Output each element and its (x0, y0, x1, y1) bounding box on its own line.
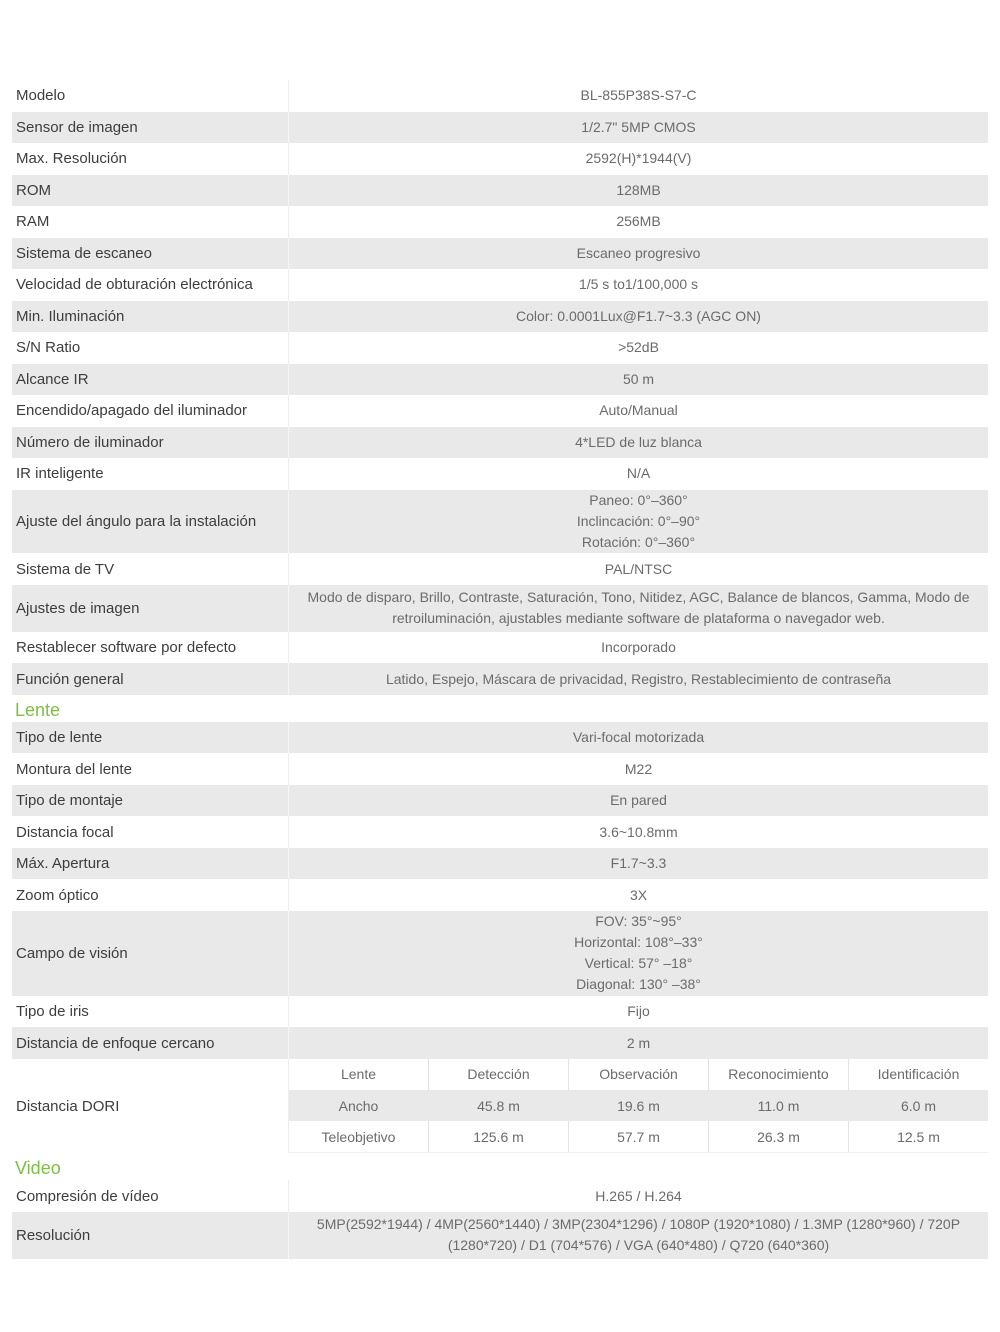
spec-value: 50 m (622, 370, 655, 387)
spec-label: Ajuste del ángulo para la instalación (12, 490, 289, 554)
spec-value: 3.6~10.8mm (599, 823, 678, 840)
spec-row (12, 785, 988, 817)
spec-value (289, 911, 988, 996)
dori-data-row (289, 1121, 988, 1153)
spec-value-line: Inclincación: 0°–90° (576, 512, 701, 529)
spec-value: Vari-focal motorizada (572, 729, 705, 745)
spec-row (12, 879, 988, 911)
spec-value: 1/2.7" 5MP CMOS (581, 118, 696, 135)
spec-row (12, 80, 988, 112)
dori-header-row (289, 1059, 988, 1090)
spec-label: S/N Ratio (12, 332, 289, 364)
spec-value: H.265 / H.264 (595, 1187, 682, 1204)
spec-row (12, 753, 988, 785)
spec-row (12, 269, 988, 301)
spec-row (12, 911, 988, 996)
spec-value-line: Vertical: 57° –18° (584, 955, 693, 972)
spec-row (12, 112, 988, 144)
spec-row (12, 427, 988, 459)
spec-value: 3X (629, 886, 648, 903)
spec-value: Modo de disparo, Brillo, Contraste, Saturación, Tono, Nitidez, AGC, Balance de blancos, Gamma, Modo de retroiluminación, ajustables mediante software de plataforma o navegador web. (307, 589, 970, 627)
spec-label: Zoom óptico (12, 879, 289, 911)
spec-row (12, 301, 988, 333)
spec-value: 128MB (616, 181, 661, 198)
spec-row (12, 663, 988, 695)
spec-value-line: Paneo: 0°–360° (589, 491, 688, 508)
spec-table (12, 80, 988, 1259)
spec-value: En pared (610, 792, 667, 808)
spec-label: Montura del lente (12, 753, 289, 785)
dori-cell: 11.0 m (757, 1097, 800, 1114)
spec-label: Velocidad de obturación electrónica (12, 269, 289, 301)
spec-label: Sistema de TV (12, 553, 289, 585)
spec-label: Min. Iluminación (12, 301, 289, 333)
dori-header-cell: Reconocimiento (708, 1059, 848, 1090)
spec-label: Distancia focal (12, 816, 289, 848)
spec-value: Auto/Manual (599, 402, 678, 419)
spec-label: Número de iluminador (12, 427, 289, 459)
spec-row (12, 332, 988, 364)
spec-label: Sistema de escaneo (12, 238, 289, 270)
spec-label: Tipo de montaje (12, 785, 289, 817)
spec-value: F1.7~3.3 (610, 855, 667, 871)
dori-cell: Ancho (338, 1097, 379, 1114)
section-title-lente: Lente (15, 699, 61, 720)
spec-value: Fijo (627, 1003, 650, 1019)
spec-label: Máx. Apertura (12, 848, 289, 880)
spec-row (12, 1059, 988, 1154)
spec-label: Campo de visión (12, 911, 289, 996)
dori-table (289, 1059, 988, 1154)
spec-value-line: Rotación: 0°–360° (581, 533, 696, 550)
spec-row (12, 722, 988, 754)
spec-value: 4*LED de luz blanca (575, 433, 702, 450)
spec-label: ROM (12, 175, 289, 207)
spec-value: 5MP(2592*1944) / 4MP(2560*1440) / 3MP(2304*1296) / 1080P (1920*1080) / 1.3MP (1280*960) / 720P (1280*720) / D1 (704*576) / VGA (640*480) / Q720 (640*360) (316, 1216, 961, 1254)
spec-value: N/A (626, 465, 651, 482)
dori-cell: 6.0 m (900, 1097, 936, 1114)
dori-data-row (289, 1090, 988, 1121)
dori-cell: 12.5 m (848, 1121, 988, 1152)
spec-row (12, 175, 988, 207)
spec-value: Incorporado (601, 639, 676, 655)
spec-row (12, 816, 988, 848)
spec-label: Sensor de imagen (12, 112, 289, 144)
spec-value: Escaneo progresivo (576, 244, 701, 261)
spec-row (12, 395, 988, 427)
spec-label: Encendido/apagado del iluminador (12, 395, 289, 427)
dori-cell: 125.6 m (428, 1121, 568, 1152)
dori-header-cell: Lente (340, 1066, 377, 1083)
spec-label: Tipo de lente (12, 722, 289, 754)
spec-value: Color: 0.0001Lux@F1.7~3.3 (AGC ON) (516, 307, 761, 324)
spec-label: Restablecer software por defecto (12, 632, 289, 664)
spec-label: IR inteligente (12, 458, 289, 490)
spec-row (12, 996, 988, 1028)
spec-label: Max. Resolución (12, 143, 289, 175)
dori-cell: 19.6 m (617, 1097, 660, 1114)
spec-row (12, 490, 988, 554)
spec-label: Función general (12, 663, 289, 695)
dori-cell: Teleobjetivo (321, 1128, 396, 1145)
spec-value-line: Diagonal: 130° –38° (576, 976, 701, 993)
spec-value: BL-855P38S-S7-C (580, 87, 697, 104)
spec-value: 2 m (626, 1034, 651, 1051)
spec-value: Latido, Espejo, Máscara de privacidad, Registro, Restablecimiento de contraseña (385, 670, 892, 687)
spec-value: 2592(H)*1944(V) (585, 150, 692, 167)
spec-value: PAL/NTSC (604, 560, 673, 577)
spec-label: RAM (12, 206, 289, 238)
spec-row (12, 1212, 988, 1259)
spec-row (12, 364, 988, 396)
dori-header-cell: Detección (428, 1059, 568, 1090)
spec-value-line: Horizontal: 108°–33° (574, 934, 703, 951)
spec-row (12, 238, 988, 270)
spec-label: Compresión de vídeo (12, 1180, 289, 1212)
spec-value: 1/5 s to1/100,000 s (578, 276, 699, 293)
spec-row (12, 143, 988, 175)
spec-label: Ajustes de imagen (12, 585, 289, 632)
dori-header-cell: Identificación (848, 1059, 988, 1090)
spec-row (12, 632, 988, 664)
spec-value: M22 (624, 760, 653, 777)
spec-row (12, 206, 988, 238)
dori-cell: 26.3 m (708, 1121, 848, 1152)
spec-value: >52dB (618, 339, 659, 356)
spec-value: 256MB (616, 213, 661, 230)
spec-value-line: FOV: 35°~95° (595, 913, 682, 930)
spec-row (12, 458, 988, 490)
section-title-video: Video (15, 1158, 61, 1179)
dori-cell: 57.7 m (568, 1121, 708, 1152)
spec-label: Alcance IR (12, 364, 289, 396)
spec-row (12, 1027, 988, 1059)
spec-row (12, 553, 988, 585)
spec-label: Resolución (12, 1212, 289, 1259)
spec-row (12, 585, 988, 632)
spec-label: Tipo de iris (12, 996, 289, 1028)
spec-label: Distancia de enfoque cercano (12, 1027, 289, 1059)
spec-row (12, 848, 988, 880)
spec-label: Modelo (12, 80, 289, 112)
dori-cell: 45.8 m (477, 1097, 520, 1114)
spec-value (289, 490, 988, 554)
spec-row (12, 1180, 988, 1212)
spec-label: Distancia DORI (12, 1059, 289, 1154)
dori-header-cell: Observación (568, 1059, 708, 1090)
